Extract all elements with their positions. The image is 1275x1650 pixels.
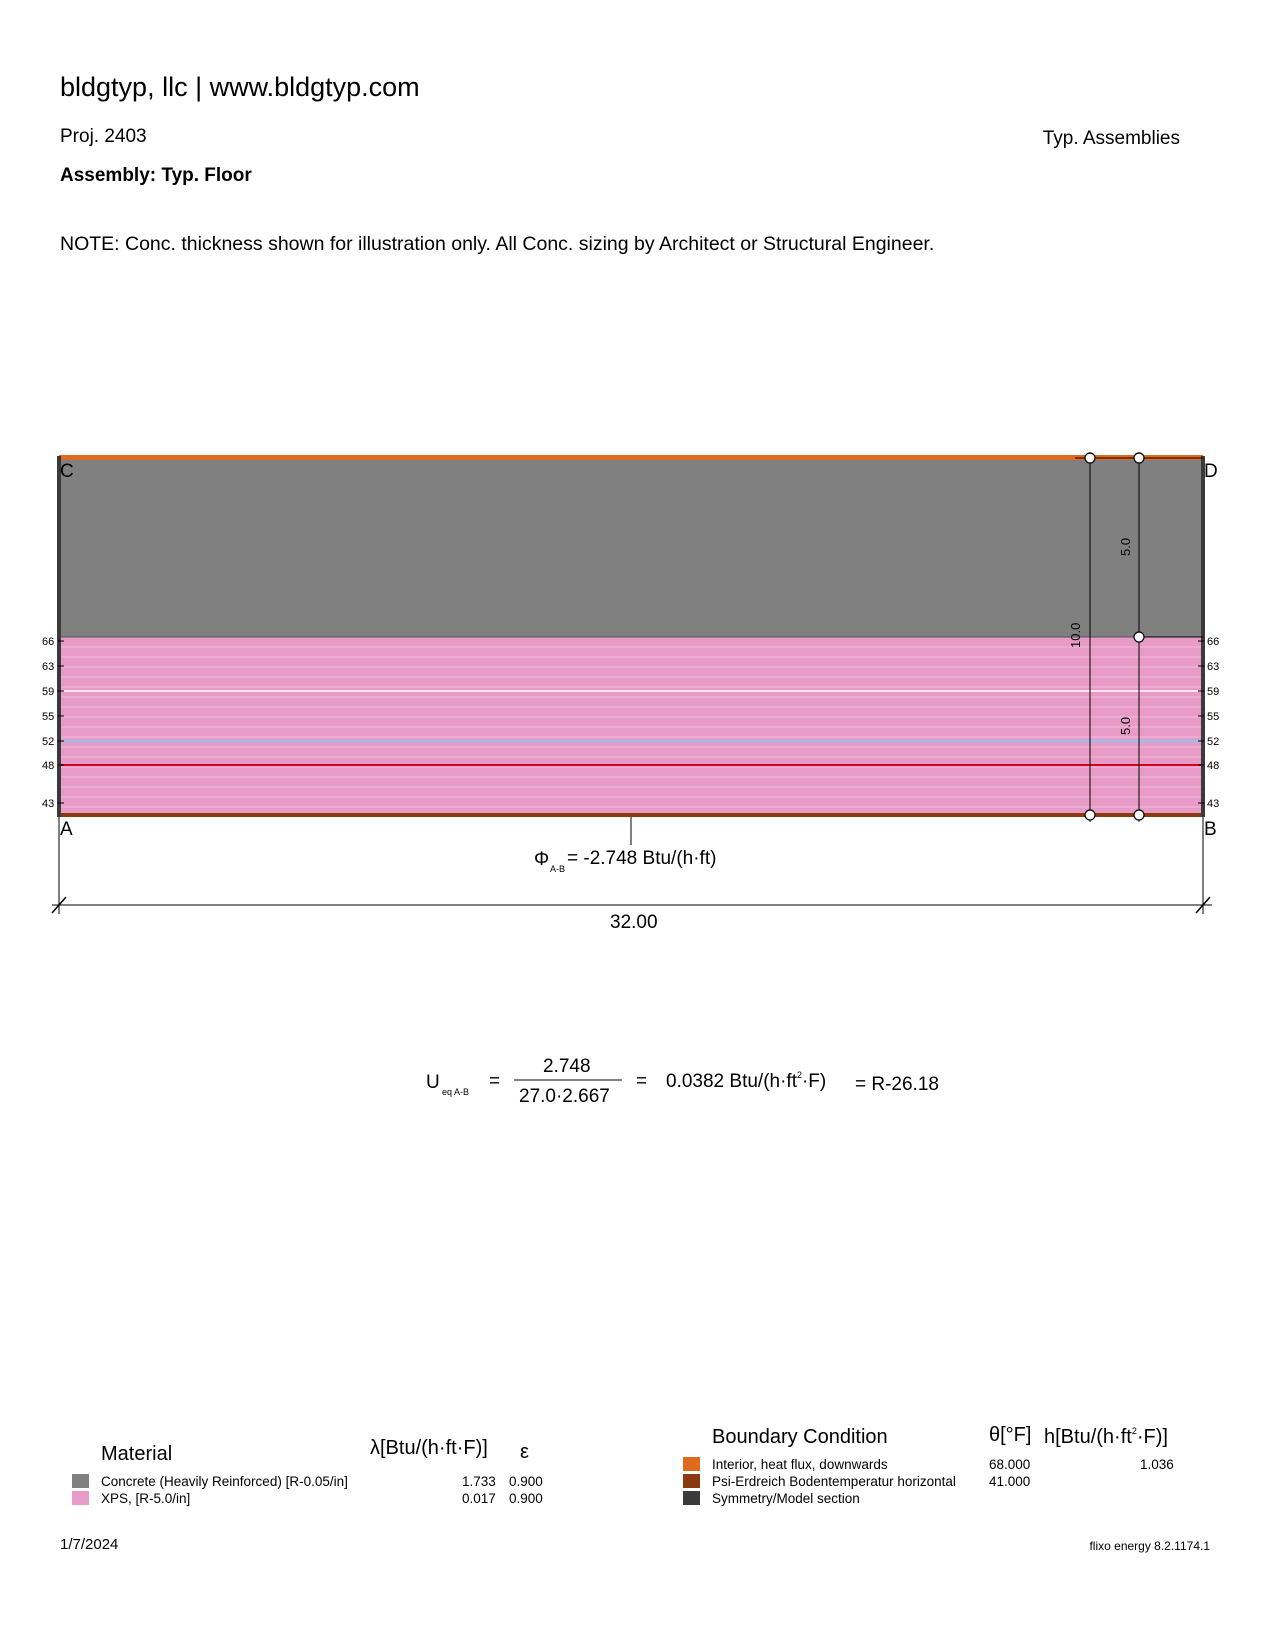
isotherm-label-right: 48 — [1207, 760, 1220, 772]
category-label: Typ. Assemblies — [1042, 128, 1180, 149]
isotherm-label-left: 63 — [42, 661, 55, 673]
dimension-total-height: 10.0 — [1068, 622, 1083, 648]
concrete-layer — [59, 458, 1203, 637]
boundary-theta: 68.000 — [989, 1457, 1031, 1472]
boundary-theta: 41.000 — [989, 1474, 1031, 1489]
material-epsilon: 0.900 — [509, 1491, 543, 1506]
material-name: XPS, [R-5.0/in] — [101, 1491, 191, 1506]
theta-header: θ[°F] — [989, 1424, 1032, 1446]
corner-label-d: D — [1204, 461, 1218, 482]
equation-denominator: 27.0·2.667 — [519, 1086, 610, 1107]
corner-label-a: A — [60, 819, 73, 840]
xps-layer — [59, 637, 1203, 815]
dimension-node — [1134, 810, 1144, 820]
equals-sign: = — [636, 1071, 648, 1092]
symmetry-boundary-left — [57, 456, 61, 817]
flux-symbol: Φ — [534, 849, 550, 870]
concrete-swatch — [72, 1474, 89, 1488]
r-value-result: = R-26.18 — [855, 1074, 939, 1095]
assembly-title: Assembly: Typ. Floor — [60, 165, 252, 186]
isotherm-label-right: 63 — [1207, 661, 1220, 673]
u-value-result: 0.0382 Btu/$(h\cdot ft^2\cdot F)$ — [666, 1070, 827, 1092]
isotherm-label-right: 59 — [1207, 686, 1220, 698]
ground-boundary-line — [59, 813, 1203, 817]
boundary-h: 1.036 — [1140, 1457, 1174, 1472]
boundary-name: Interior, heat flux, downwards — [712, 1457, 888, 1472]
dimension-node — [1085, 810, 1095, 820]
width-dimension: 32.00 — [610, 912, 658, 933]
u-symbol: U — [426, 1072, 440, 1093]
corner-label-c: C — [60, 461, 74, 482]
h-header: $h[Btu/(h\cdot ft^2\cdot F)]$ — [1044, 1426, 1168, 1448]
software-version: flixo energy 8.2.1174.1 — [1089, 1539, 1210, 1553]
flux-value: = -2.748 Btu/(h·ft) — [567, 848, 717, 869]
isotherm-label-left: 43 — [42, 798, 55, 810]
interior-boundary-line — [59, 455, 1203, 460]
interior-boundary-swatch — [683, 1457, 700, 1471]
isotherm-label-left: 66 — [42, 636, 55, 648]
material-legend-title: Material — [101, 1443, 173, 1465]
material-name: Concrete (Heavily Reinforced) [R-0.05/in] — [101, 1474, 348, 1489]
isotherm-label-left: 52 — [42, 736, 55, 748]
isotherm-label-left: 48 — [42, 760, 55, 772]
flux-subscript: A-B — [550, 864, 566, 874]
lambda-header: λ[Btu/(h·ft·F)] — [370, 1437, 488, 1459]
dimension-lower: 5.0 — [1118, 716, 1133, 735]
boundary-name: Symmetry/Model section — [712, 1491, 860, 1506]
isotherm-label-left: 55 — [42, 711, 55, 723]
equals-sign: = — [489, 1071, 501, 1092]
dimension-node — [1134, 632, 1144, 642]
report-date: 1/7/2024 — [60, 1536, 119, 1553]
isotherm-label-right: 43 — [1207, 798, 1220, 810]
material-epsilon: 0.900 — [509, 1474, 543, 1489]
dimension-node — [1134, 453, 1144, 463]
project-number: Proj. 2403 — [60, 126, 147, 147]
ground-boundary-swatch — [683, 1474, 700, 1488]
equation-numerator: 2.748 — [543, 1056, 591, 1077]
dimension-upper: 5.0 — [1118, 537, 1133, 556]
dimension-node — [1085, 453, 1095, 463]
boundary-legend-title: Boundary Condition — [712, 1426, 888, 1448]
isotherm-label-right: 52 — [1207, 736, 1220, 748]
material-lambda: 0.017 — [462, 1491, 496, 1506]
xps-swatch — [72, 1491, 89, 1505]
boundary-name: Psi-Erdreich Bodentemperatur horizontal — [712, 1474, 956, 1489]
material-lambda: 1.733 — [462, 1474, 496, 1489]
isotherm-label-right: 66 — [1207, 636, 1220, 648]
corner-label-b: B — [1204, 819, 1217, 840]
company-name: bldgtyp, llc | www.bldgtyp.com — [60, 72, 420, 102]
isotherm-label-right: 55 — [1207, 711, 1220, 723]
isotherm-label-left: 59 — [42, 686, 55, 698]
symmetry-boundary-swatch — [683, 1491, 700, 1505]
epsilon-header: ε — [520, 1441, 529, 1463]
u-subscript: eq A-B — [442, 1087, 470, 1097]
note-text: NOTE: Conc. thickness shown for illustration only. All Conc. sizing by Architect or Structural Engineer. — [60, 233, 935, 255]
